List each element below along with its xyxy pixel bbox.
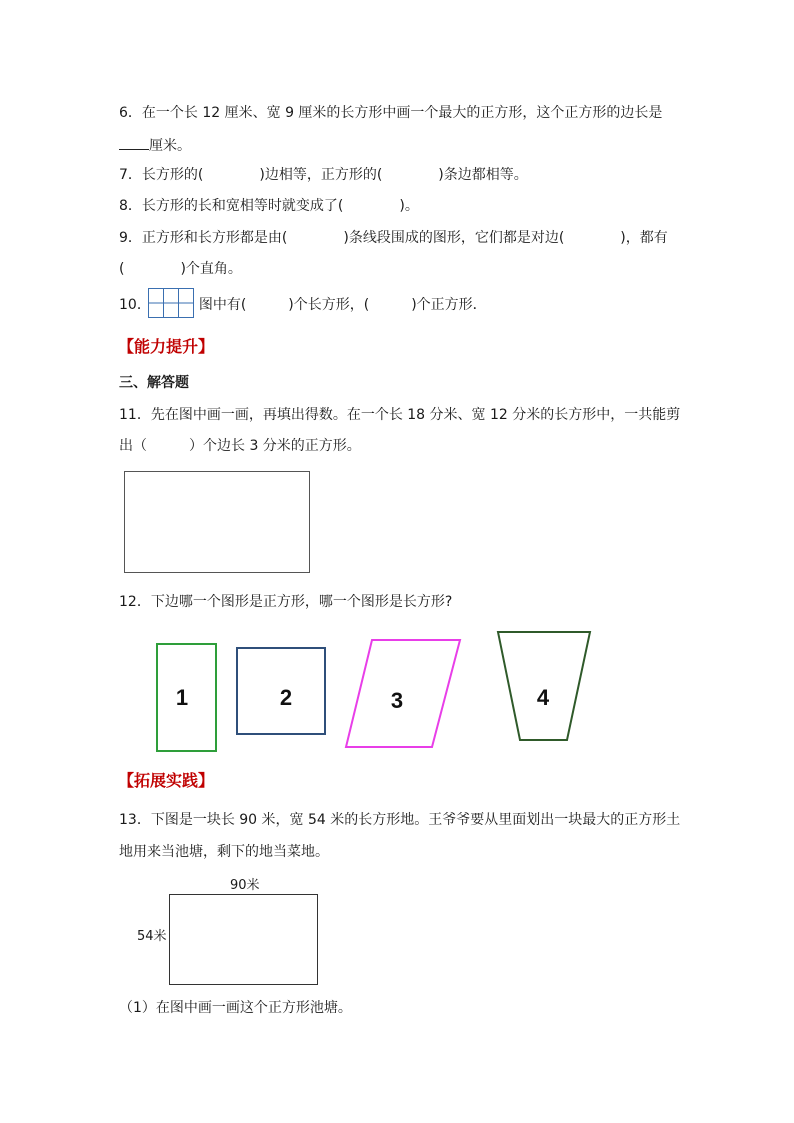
q11-line1: 11．先在图中画一画，再填出得数。在一个长 18 分米、宽 12 分米的长方形中，一共能剪 [119, 407, 681, 423]
shape-1-label: 1 [175, 685, 189, 710]
q6-text: 6．在一个长 12 厘米、宽 9 厘米的长方形中画一个最大的正方形，这个正方形的边长是 [119, 105, 663, 121]
shape-3-label: 3 [390, 688, 404, 713]
section-solve-heading: 三、解答题 [119, 375, 189, 391]
q13-line1: 13．下图是一块长 90 米，宽 54 米的长方形地。王爷爷要从里面划出一块最大的正方形土 [119, 812, 681, 828]
q13-length-label: 90米 [230, 878, 260, 893]
shape-2-label: 2 [279, 685, 293, 710]
q8-text: 8．长方形的长和宽相等时就变成了( )。 [119, 198, 419, 214]
q9-line2: ( )个直角。 [119, 261, 242, 277]
q6-unit: 厘米。 [149, 138, 191, 154]
q13-width-label: 54米 [137, 929, 167, 944]
shape-4-label: 4 [536, 685, 550, 710]
q13-sub1: （1）在图中画一画这个正方形池塘。 [119, 1000, 352, 1016]
section-ability-title: 【能力提升】 [118, 337, 215, 356]
q9-line1: 9．正方形和长方形都是由( )条线段围成的图形，它们都是对边( )，都有 [119, 230, 668, 246]
q13-line2: 地用来当池塘，剩下的地当菜地。 [119, 844, 329, 860]
q10-number: 10． [119, 297, 151, 313]
q13-field-rectangle [170, 895, 318, 985]
q12-text: 12．下边哪一个图形是正方形，哪一个图形是长方形? [119, 594, 453, 610]
q7-text: 7．长方形的( )边相等，正方形的( )条边都相等。 [119, 167, 528, 183]
q10-text: 图中有( )个长方形，( )个正方形． [198, 297, 487, 313]
q13-field-figure[interactable] [169, 894, 319, 986]
section-practice-title: 【拓展实践】 [118, 771, 215, 790]
q11-line2: 出（ ）个边长 3 分米的正方形。 [119, 438, 361, 454]
